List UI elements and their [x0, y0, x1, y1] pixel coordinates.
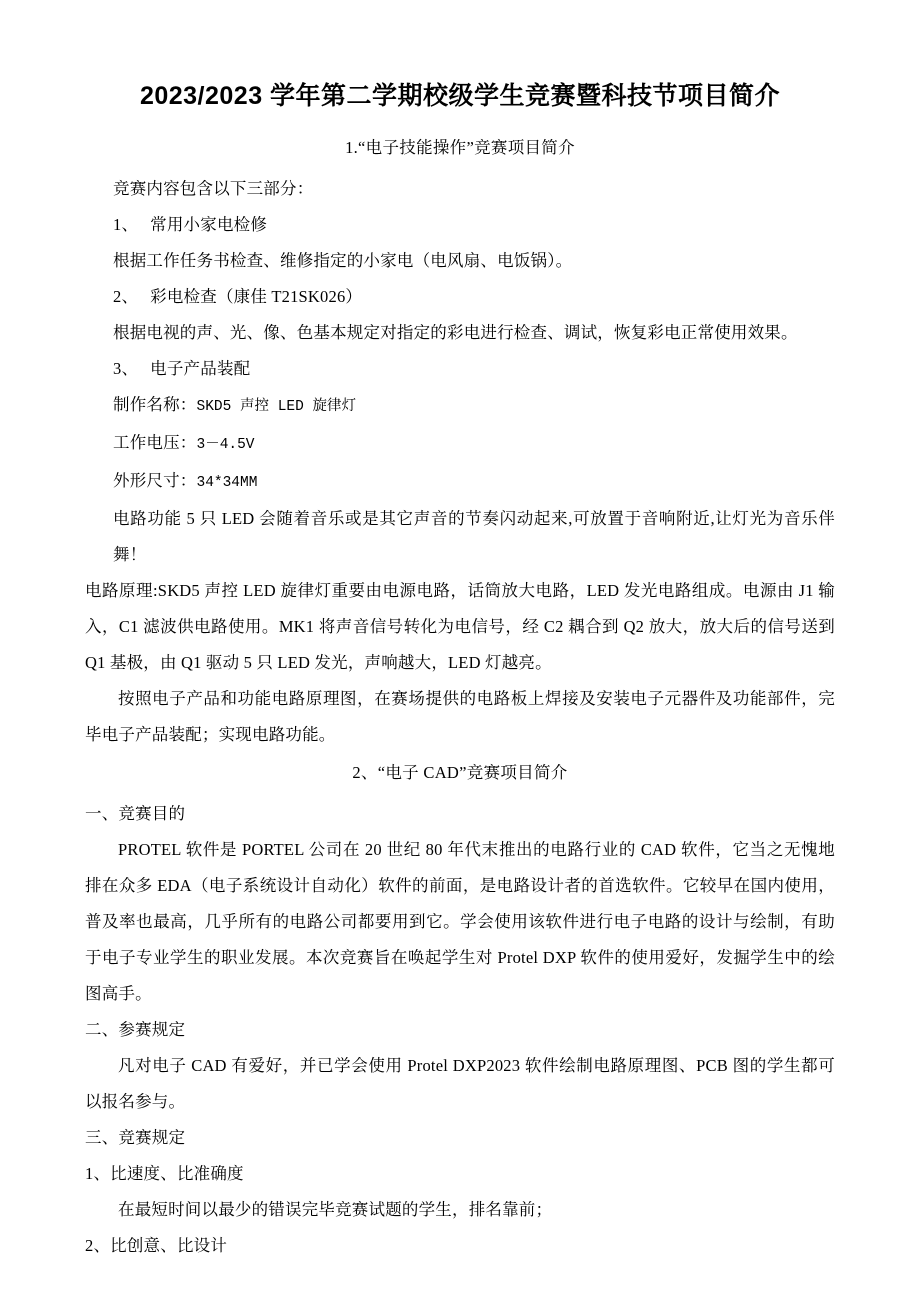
- spec-size-label: 外形尺寸：: [113, 471, 197, 490]
- section-1-heading: 1.“电子技能操作”竞赛项目简介: [345, 138, 575, 157]
- paragraph-item-1-body: 根据工作任务书检查、维修指定的小家电（电风扇、电饭锅）。: [113, 251, 573, 270]
- list-item-2-label: 彩电检查（康佳 T21SK026）: [150, 287, 363, 306]
- spec-size: [113, 463, 835, 501]
- paragraph-assembly: 按照电子产品和功能电路原理图，在赛场提供的电路板上焊接及安装电子元器件及功能部件，完毕电子产品装配；实现电路功能。: [85, 689, 835, 744]
- paragraph-circuit-function: 电路功能 5 只 LED 会随着音乐或是其它声音的节奏闪动起来,可放置于音响附近,让灯光为音乐伴舞！: [113, 509, 835, 564]
- rule-1-body: 在最短时间以最少的错误完毕竞赛试题的学生，排名靠前；: [118, 1200, 553, 1219]
- list-item-3-label: 电子产品装配: [150, 359, 251, 378]
- section-2-body: [85, 796, 835, 1264]
- paragraph-intro: 竞赛内容包含以下三部分：: [113, 179, 314, 198]
- spec-size-value: 34*34MM: [196, 475, 258, 491]
- subsection-1-heading: 一、竞赛目的: [85, 804, 186, 823]
- section-2-heading: 2、“电子 CAD”竞赛项目简介: [352, 763, 568, 782]
- subsection-3-heading: 三、竞赛规定: [85, 1128, 186, 1147]
- spec-voltage-label: 工作电压：: [113, 433, 197, 452]
- page-title: 2023/2023 学年第二学期校级学生竞赛暨科技节项目简介: [139, 81, 781, 110]
- rule-2-heading: 2、比创意、比设计: [85, 1236, 228, 1255]
- section-electronic-skills: [85, 133, 835, 753]
- list-item-3-number: 3、: [113, 359, 139, 378]
- list-item-1-label: 常用小家电检修: [150, 215, 268, 234]
- subsection-2-body: 凡对电子 CAD 有爱好，并已学会使用 Protel DXP2023 软件绘制电路原理图、PCB 图的学生都可以报名参与。: [85, 1056, 835, 1111]
- subsection-1-body: PROTEL 软件是 PORTEL 公司在 20 世纪 80 年代末推出的电路行业的 CAD 软件，它当之无愧地排在众多 EDA（电子系统设计自动化）软件的前面，是电路设计者的首选软件。它较早在国内使用，普及率也最高，几乎所有的电路公司都要用到它。学会使用该软件进行电子电路的设计与绘制，有助于电子专业学生的职业发展。本次竞赛旨在唤起学生对 Protel DXP 软件的使用爱好，发掘学生中的绘图高手。: [85, 840, 835, 1003]
- paragraph-item-2-body: 根据电视的声、光、像、色基本规定对指定的彩电进行检查、调试，恢复彩电正常使用效果。: [113, 323, 798, 342]
- spec-voltage: [113, 425, 835, 463]
- list-item-1-number: 1、: [113, 215, 139, 234]
- list-item-1: [113, 207, 835, 243]
- list-item-3: [113, 351, 835, 387]
- section-electronic-cad: [85, 758, 835, 1264]
- subsection-2-heading: 二、参赛规定: [85, 1020, 186, 1039]
- rule-1-heading: 1、比速度、比准确度: [85, 1164, 244, 1183]
- list-item-2-number: 2、: [113, 287, 139, 306]
- list-item-2: [113, 279, 835, 315]
- spec-name: [113, 387, 835, 425]
- section-1-body: [85, 171, 835, 753]
- spec-name-value: SKD5 声控 LED 旋律灯: [196, 399, 357, 415]
- spec-name-label: 制作名称：: [113, 395, 197, 414]
- spec-voltage-value: 3－4.5V: [196, 437, 255, 453]
- paragraph-circuit-principle: 电路原理:SKD5 声控 LED 旋律灯重要由电源电路，话筒放大电路，LED 发光电路组成。电源由 J1 输入，C1 滤波供电路使用。MK1 将声音信号转化为电信号，经 C2 耦合到 Q2 放大，放大后的信号送到 Q1 基极，由 Q1 驱动 5 只 LED 发光，声响越大，LED 灯越亮。: [85, 581, 835, 672]
